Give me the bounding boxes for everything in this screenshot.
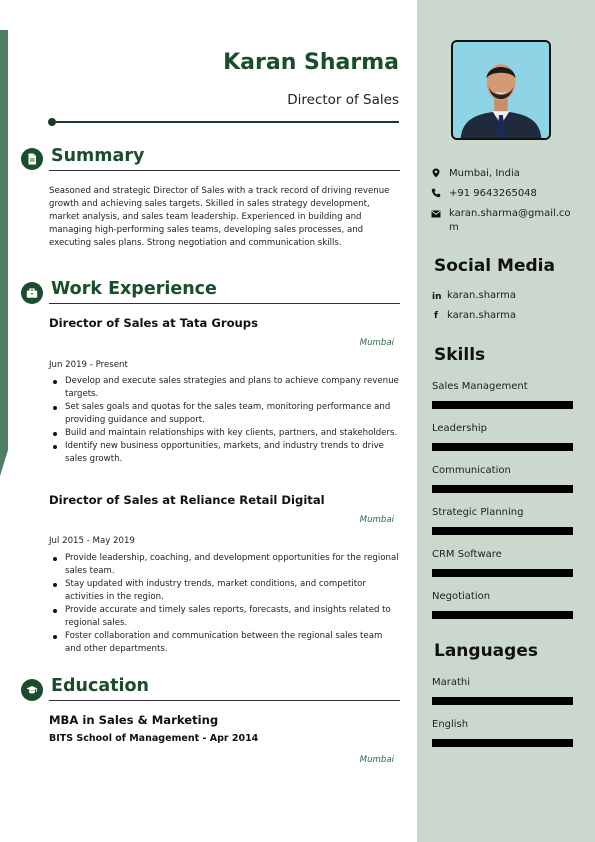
job-bullet-list [65,375,401,466]
candidate-role: Director of Sales [287,92,399,108]
job-dates: Jul 2015 - May 2019 [49,536,135,546]
list-item: Develop and execute sales strategies and plans to achieve company revenue targets. [65,375,401,401]
contact-email: karan.sharma@gmail.com [449,208,571,233]
list-item: Build and maintain relationships with key clients, partners, and stakeholders. [65,427,401,440]
briefcase-icon [21,282,43,304]
list-item: Provide accurate and timely sales reports, forecasts, and insights related to regional sales. [65,604,401,630]
language-bar-fill [432,739,573,747]
skill-label: Communication [432,465,511,476]
skill-bar [432,485,573,493]
skill-bar-fill [432,485,573,493]
list-item: Stay updated with industry trends, market conditions, and competitor activities in the region. [65,578,401,604]
contact-location: Mumbai, India [449,168,520,179]
skill-bar-fill [432,527,573,535]
summary-text: Seasoned and strategic Director of Sales with a track record of driving revenue growth and achieving sales targets. Skilled in sales strategy development, market analysis, and sales team leadership. Experienced in building and managing high-performing sales teams, developing sales processes, and executing sales plans. Strong negotiation and communication skills. [49,186,390,248]
skill-bar-fill [432,569,573,577]
education-degree: MBA in Sales & Marketing [49,713,219,727]
facebook-icon: f [434,311,438,321]
document-icon [21,148,43,170]
skill-label: Leadership [432,423,487,434]
list-item: Foster collaboration and communication between the regional sales team and other departments. [65,630,401,656]
graduation-cap-icon [21,679,43,701]
education-school: BITS School of Management - Apr 2014 [49,733,259,744]
job-dates: Jun 2019 - Present [49,360,128,370]
location-pin-icon [431,168,441,178]
summary-heading: Summary [51,146,145,166]
skills-heading: Skills [434,345,486,365]
candidate-name: Karan Sharma [223,50,399,75]
skill-label: Negotiation [432,591,491,602]
skill-bar-fill [432,401,573,409]
work-experience-rule [49,303,400,304]
left-accent-stripe [0,30,8,450]
skill-bar [432,611,573,619]
linkedin-icon: in [432,292,442,302]
job-bullet-list [65,552,401,656]
job-location: Mumbai [359,515,394,525]
skill-label: CRM Software [432,549,502,560]
language-bar [432,739,573,747]
list-item: Provide leadership, coaching, and development opportunities for the regional sales team. [65,552,401,578]
profile-photo [451,40,551,140]
education-location: Mumbai [359,755,394,765]
list-item: Set sales goals and quotas for the sales team, monitoring performance and providing guidance and support. [65,401,401,427]
language-bar [432,697,573,705]
social-media-heading: Social Media [434,256,555,276]
skill-bar-fill [432,611,573,619]
language-label: Marathi [432,677,471,688]
language-bar-fill [432,697,573,705]
header-rule [52,121,399,123]
languages-heading: Languages [434,641,538,661]
work-experience-heading: Work Experience [51,279,217,299]
list-item: Identify new business opportunities, markets, and industry trends to drive sales growth. [65,440,401,466]
education-heading: Education [51,676,149,696]
skill-bar [432,401,573,409]
education-rule [49,700,400,701]
skill-bar [432,443,573,451]
skill-bar [432,527,573,535]
summary-rule [49,170,400,171]
job-title: Director of Sales at Tata Groups [49,316,258,330]
left-accent-stripe-tip [0,450,8,476]
phone-icon [431,188,441,198]
job-title: Director of Sales at Reliance Retail Digital [49,493,325,507]
skill-bar-fill [432,443,573,451]
envelope-icon [431,209,441,219]
facebook-handle: karan.sharma [447,310,516,321]
language-label: English [432,719,469,730]
skill-bar [432,569,573,577]
skill-label: Strategic Planning [432,507,524,518]
skill-label: Sales Management [432,381,528,392]
linkedin-handle: karan.sharma [447,290,516,301]
contact-phone: +91 9643265048 [449,188,537,199]
job-location: Mumbai [359,338,394,348]
